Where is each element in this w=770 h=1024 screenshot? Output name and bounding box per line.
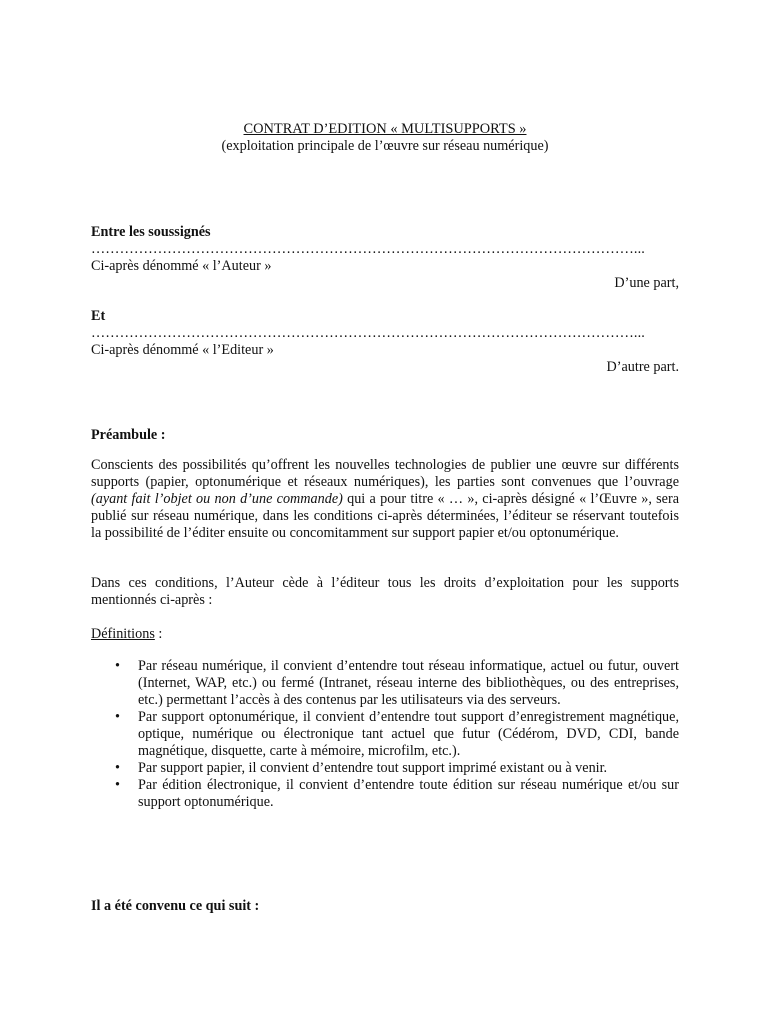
definition-item (91, 709, 679, 760)
author-part-label: D’une part, (614, 275, 679, 291)
agreed-heading: Il a été convenu ce qui suit : (91, 898, 260, 914)
preamble-text-a: Conscients des possibilités qu’offrent les nouvelles technologies de publier une œuvre sur différents supports (papier, optonumérique et réseaux numériques), les parties sont convenues que l’ouvrage (91, 457, 679, 490)
definition-item (91, 777, 679, 811)
bullet-icon: • (115, 760, 120, 776)
preamble-italic-text: (ayant fait l’objet ou non d’une commande) (91, 491, 343, 507)
editor-part-label: D’autre part. (606, 359, 679, 375)
editor-designation: Ci-après dénommé « l’Editeur » (91, 342, 274, 358)
definitions-label: Définitions (91, 626, 155, 642)
document-subtitle: (exploitation principale de l’œuvre sur réseau numérique) (221, 138, 549, 154)
definitions-colon: : (154, 626, 163, 642)
preamble-text-b: qui a pour titre « … », ci-après désigné « l’Œuvre », sera publié sur réseau numérique, dans les conditions ci-après déterminées, l’éditeur se réservant toutefois la possibilité de l’éditer ensuite ou concomitamment sur support papier et/ou optonumérique. (91, 491, 679, 541)
parties-heading: Entre les soussignés (91, 224, 211, 240)
definition-item (91, 658, 679, 709)
author-name-placeholder: ……………………………………………………………………………………………………... (91, 241, 645, 257)
et-label: Et (91, 308, 106, 324)
definitions-heading (91, 626, 679, 643)
editor-name-placeholder: ……………………………………………………………………………………………………... (91, 325, 645, 341)
definitions-list (91, 658, 679, 811)
preamble-paragraph-1 (91, 457, 679, 542)
bullet-icon: • (115, 709, 120, 725)
definition-text: Par support optonumérique, il convient d’entendre tout support d’enregistrement magnétique, optique, numérique ou électronique tant actuel que futur (Cédérom, DVD, CDI, bande magnétique, disquette, carte à mémoire, microfilm, etc.). (138, 709, 679, 759)
definition-text: Par réseau numérique, il convient d’entendre tout réseau informatique, actuel ou futur, ouvert (Internet, WAP, etc.) ou fermé (Intranet, réseau interne des bibliothèques, ou des entreprises, etc.) permettant l’accès à des contenus par les utilisateurs via des serveurs. (138, 658, 679, 708)
author-designation: Ci-après dénommé « l’Auteur » (91, 258, 272, 274)
preamble-heading: Préambule : (91, 427, 166, 443)
bullet-icon: • (115, 658, 120, 674)
definition-item (91, 760, 679, 777)
definition-text: Par édition électronique, il convient d’entendre toute édition sur réseau numérique et/ou sur support optonumérique. (138, 777, 679, 810)
preamble-paragraph-2: Dans ces conditions, l’Auteur cède à l’éditeur tous les droits d’exploitation pour les supports mentionnés ci-après : (91, 575, 679, 608)
bullet-icon: • (115, 777, 120, 793)
definition-text: Par support papier, il convient d’entendre tout support imprimé existant ou à venir. (138, 760, 608, 776)
document-title: CONTRAT D’EDITION « MULTISUPPORTS » (243, 121, 527, 137)
